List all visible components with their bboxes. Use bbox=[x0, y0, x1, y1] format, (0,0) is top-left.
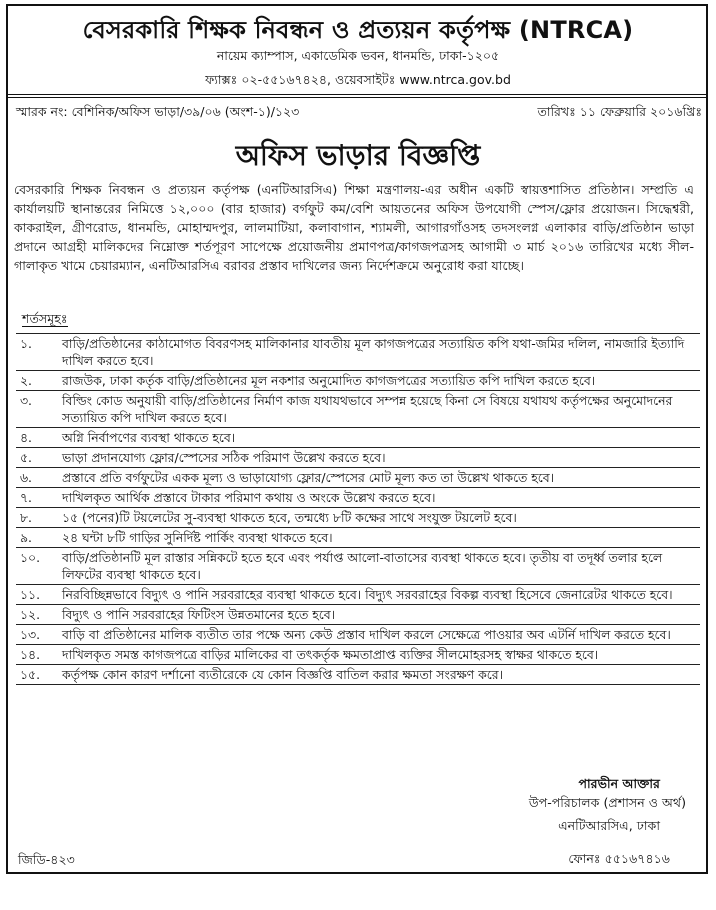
condition-number: ৩. bbox=[20, 393, 32, 408]
condition-number: ৫. bbox=[20, 450, 32, 465]
condition-item bbox=[16, 507, 700, 527]
condition-item bbox=[16, 584, 700, 604]
condition-text: প্রস্তাবে প্রতি বর্গফুটের একক মূল্য ও ভাড়াযোগ্য ফ্লোর/স্পেসের মোট মূল্য কত তা উল্লেখ থাকতে হবে। bbox=[62, 470, 555, 485]
condition-item bbox=[16, 370, 700, 390]
condition-item bbox=[16, 644, 700, 664]
intro-paragraph: বেসরকারি শিক্ষক নিবন্ধন ও প্রত্যয়ন কর্তৃপক্ষ (এনটিআরসিএ) শিক্ষা মন্ত্রণালয়-এর অধীন একটি স্বায়ত্তশাসিত প্রতিষ্ঠান। সম্প্রতি এ কার্যালয়টি স্থানান্তরের নিমিত্তে ১২,০০০ (বার হাজার) বর্গফুট কম/বেশি আয়তনের অফিস উপযোগী স্পেস/ফ্লোর প্রয়োজন। সিদ্ধেশ্বরী, কাকরাইল, গ্রীণরোড, ধানমন্ডি, মোহাম্মদপুর, লালমাটিয়া, কলাবাগান, শ্যামলী, আগারগাঁওসহ তদসংলগ্ন এলাকার বাড়ি/প্রতিষ্ঠান ভাড়া প্রদানে আগ্রহী মালিকদের নিম্নোক্ত শর্তপূরণ সাপেক্ষে প্রয়োজনীয় প্রমাণপত্র/কাগজপত্রসহ আগামী ৩ মার্চ ২০১৬ তারিখের মধ্যে সীল-গালাকৃত খামে চেয়ারম্যান, এনটিআরসিএ বরাবর প্রস্তাব দাখিলের জন্য নির্দেশক্রমে অনুরোধ করা যাচ্ছে। bbox=[14, 182, 694, 273]
condition-text: বাড়ি/প্রতিষ্ঠানের কাঠামোগত বিবরণসহ মালিকানার যাবতীয় মূল কাগজপত্রের সত্যায়িত কপি যথা-জমির দলিল, নামজারি ইত্যাদি দাখিল করতে হবে। bbox=[62, 336, 685, 368]
condition-number: ২. bbox=[20, 373, 32, 388]
condition-text: দাখিলকৃত আর্থিক প্রস্তাবে টাকার পরিমাণ কথায় ও অংকে উল্লেখ করতে হবে। bbox=[62, 490, 436, 505]
signatory-designation: উপ-পরিচালক (প্রশাসন ও অর্থ) bbox=[528, 795, 686, 810]
condition-number: ১৫. bbox=[20, 667, 41, 682]
condition-item bbox=[16, 487, 700, 507]
condition-number: ৬. bbox=[20, 470, 32, 485]
condition-number: ৭. bbox=[20, 490, 32, 505]
organization-title: বেসরকারি শিক্ষক নিবন্ধন ও প্রত্যয়ন কর্তৃপক্ষ (NTRCA) bbox=[82, 16, 634, 44]
header-divider bbox=[8, 94, 706, 95]
condition-item bbox=[16, 547, 700, 584]
condition-text: অগ্নি নির্বাপণের ব্যবস্থা থাকতে হবে। bbox=[62, 430, 236, 445]
condition-number: ১৩. bbox=[20, 627, 41, 642]
condition-item bbox=[16, 427, 700, 447]
condition-text: বিল্ডিং কোড অনুযায়ী বাড়ি/প্রতিষ্ঠানের নির্মাণ কাজ যথাযথভাবে সম্পন্ন হয়েছে কিনা সে বিষয়ে যথাযথ কর্তৃপক্ষের অনুমোদনের সত্যায়িত কপি দাখিল করতে হবে। bbox=[62, 393, 673, 425]
conditions-title bbox=[22, 311, 68, 331]
condition-text: বিদ্যুৎ ও পানি সরবরাহের ফিটিংস উন্নতমানের হতে হবে। bbox=[62, 607, 336, 622]
condition-text: বাড়ি/প্রতিষ্ঠানটি মূল রাস্তার সন্নিকটে হতে হবে এবং পর্যাপ্ত আলো-বাতাসের ব্যবস্থা থাকতে হবে। তৃতীয় বা তদূর্ধ্ব তলার হলে লিফটের ব্যবস্থা থাকতে হবে। bbox=[62, 550, 663, 582]
condition-item bbox=[16, 467, 700, 487]
header-divider-double bbox=[8, 97, 706, 98]
conditions-list bbox=[16, 333, 700, 685]
signatory-phone: ফোনঃ ৫৫১৬৭৪১৬ bbox=[568, 851, 670, 866]
condition-number: ৪. bbox=[20, 430, 32, 445]
condition-number: ১০. bbox=[20, 550, 41, 565]
condition-text: ভাড়া প্রদানযোগ্য ফ্লোর/স্পেসের সঠিক পরিমাণ উল্লেখ করতে হবে। bbox=[62, 450, 386, 465]
condition-item bbox=[16, 447, 700, 467]
condition-number: ১১. bbox=[20, 587, 41, 602]
signatory-organization: এনটিআরসিএ, ঢাকা bbox=[558, 818, 660, 833]
condition-text: কর্তৃপক্ষ কোন কারণ দর্শানো ব্যতীরেকে যে কোন বিজ্ঞপ্তি বাতিল করার ক্ষমতা সংরক্ষণ করে। bbox=[62, 667, 504, 682]
condition-text: রাজউক, ঢাকা কর্তৃক বাড়ি/প্রতিষ্ঠানের মূল নকশার অনুমোদিত কাগজপত্রের সত্যায়িত কপি দাখিল করতে হবে। bbox=[62, 373, 596, 388]
memo-reference: স্মারক নং: বেশিনিক/অফিস ভাড়া/৩৯/০৬ (অংশ-১)/১২৩ bbox=[16, 104, 300, 119]
memo-date: তারিখঃ ১১ ফেব্রুয়ারি ২০১৬খ্রিঃ bbox=[537, 104, 702, 119]
condition-number: ৯. bbox=[20, 530, 32, 545]
condition-number: ১. bbox=[20, 336, 32, 351]
condition-number: ৮. bbox=[20, 510, 32, 525]
conditions-title-text: শর্তসমূহঃ bbox=[22, 311, 68, 326]
organization-contact: ফ্যাক্সঃ ০২-৫৫১৬৭৪২৪, ওয়েবসাইটঃ www.ntrca.gov.bd bbox=[205, 72, 511, 87]
condition-item bbox=[16, 624, 700, 644]
signatory-name: পারভীন আক্তার bbox=[578, 776, 660, 791]
condition-text: নিরবিচ্ছিন্নভাবে বিদ্যুৎ ও পানি সরবরাহের ব্যবস্থা থাকতে হবে। বিদ্যুৎ সরবরাহের বিকল্প ব্যবস্থা হিসেবে জেনারেটর থাকতে হবে। bbox=[62, 587, 673, 602]
condition-item bbox=[16, 390, 700, 427]
organization-address: নায়েম ক্যাম্পাস, একাডেমিক ভবন, ধানমন্ডি, ঢাকা-১২০৫ bbox=[216, 48, 500, 63]
condition-number: ১৪. bbox=[20, 647, 41, 662]
condition-text: ১৫ (পনের)টি টয়লেটের সু-ব্যবস্থা থাকতে হবে, তন্মধ্যে ৮টি কক্ষের সাথে সংযুক্ত টয়লেট হবে। bbox=[62, 510, 517, 525]
condition-text: ২৪ ঘন্টা ৮টি গাড়ির সুনির্দিষ্ট পার্কিং ব্যবস্থা থাকতে হবে। bbox=[62, 530, 333, 545]
condition-item bbox=[16, 664, 700, 685]
gd-number: জিডি-৪২৩ bbox=[18, 852, 75, 867]
condition-item bbox=[16, 333, 700, 370]
condition-item bbox=[16, 604, 700, 624]
condition-number: ১২. bbox=[20, 607, 41, 622]
condition-item bbox=[16, 527, 700, 547]
condition-text: বাড়ি বা প্রতিষ্ঠানের মালিক ব্যতীত তার পক্ষে অন্য কেউ প্রস্তাব দাখিল করলে সেক্ষেত্রে পাওয়ার অব এটর্নি দাখিল করতে হবে। bbox=[62, 627, 671, 642]
condition-text: দাখিলকৃত সমস্ত কাগজপত্রে বাড়ির মালিকের বা তৎকর্তৃক ক্ষমতাপ্রাপ্ত ব্যক্তির সীলমোহরসহ স্বাক্ষর থাকতে হবে। bbox=[62, 647, 599, 662]
notice-heading: অফিস ভাড়ার বিজ্ঞপ্তি bbox=[235, 139, 481, 172]
